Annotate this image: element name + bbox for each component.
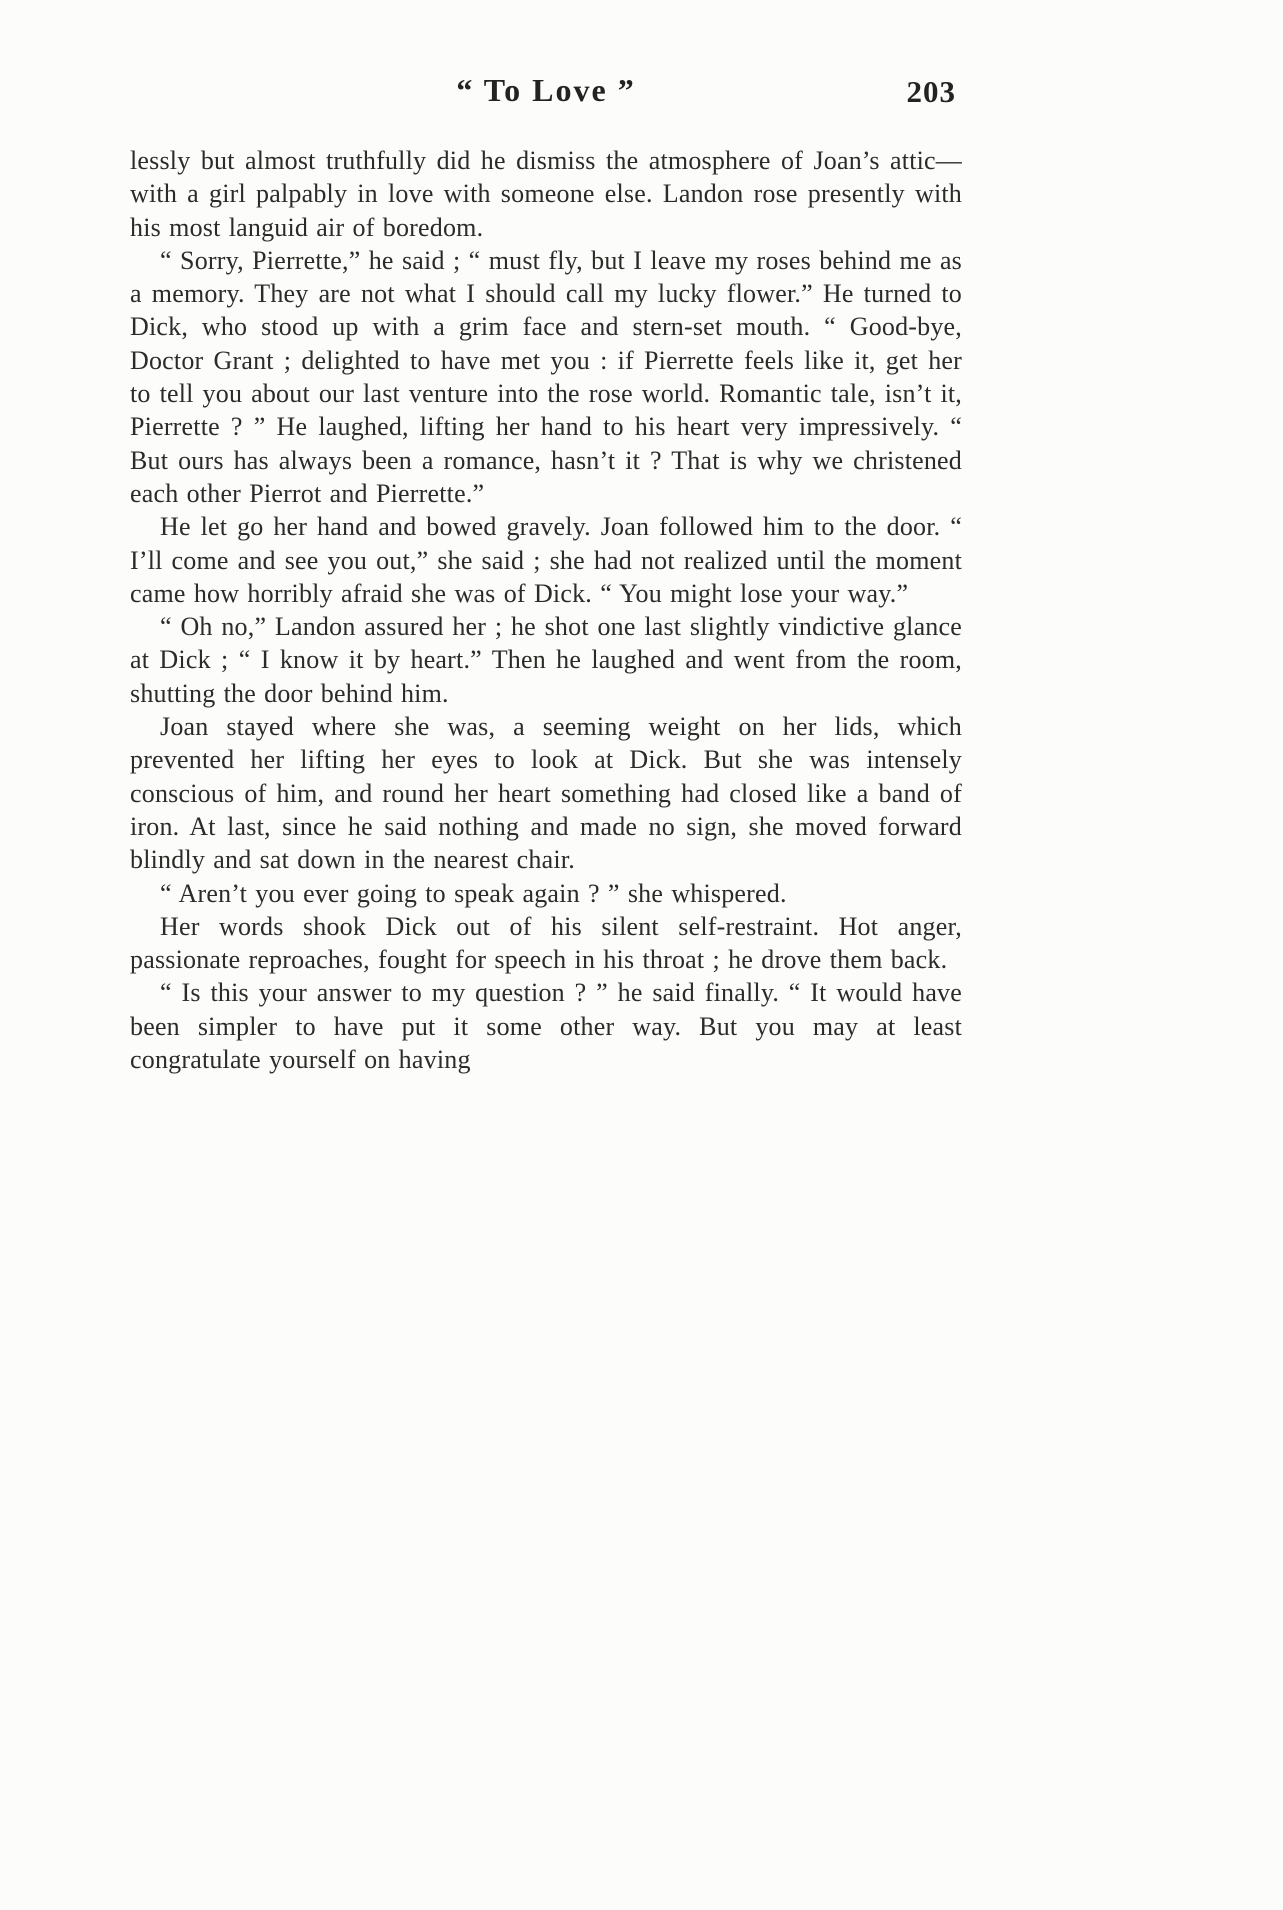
running-title: “ To Love ” [456, 72, 636, 108]
paragraph: lessly but almost truthfully did he dismiss the atmosphere of Joan’s attic—with a girl palpably in love with someone else. Landon rose presently with his most languid air of boredom. [130, 146, 962, 242]
paragraph: Joan stayed where she was, a seeming weight on her lids, which prevented her lifting her eyes to look at Dick. But she was intensely conscious of him, and round her heart something had closed like a band of iron. At last, since he said nothing and made no sign, she moved forward blindly and sat down in the nearest chair. [130, 712, 962, 875]
paragraph: “ Oh no,” Landon assured her ; he shot one last slightly vindictive glance at Dick ; “ I know it by heart.” Then he laughed and went from the room, shutting the door behind him. [130, 612, 962, 708]
page-header [130, 72, 962, 116]
page-body [130, 144, 962, 1076]
text-block [130, 72, 962, 1076]
paragraph: “ Sorry, Pierrette,” he said ; “ must fly, but I leave my roses behind me as a memory. They are not what I should call my lucky flower.” He turned to Dick, who stood up with a grim face and stern-set mouth. “ Good-bye, Doctor Grant ; delighted to have met you : if Pierrette feels like it, get her to tell you about our last venture into the rose world. Romantic tale, isn’t it, Pierrette ? ” He laughed, lifting her hand to his heart very impressively. “ But ours has always been a romance, hasn’t it ? That is why we christened each other Pierrot and Pierrette.” [130, 245, 962, 508]
paragraph: Her words shook Dick out of his silent self-restraint. Hot anger, passionate reproaches, fought for speech in his throat ; he drove them back. [130, 911, 962, 975]
paragraph: “ Is this your answer to my question ? ” he said finally. “ It would have been simpler to have put it some other way. But you may at least congratulate yourself on having [130, 978, 962, 1075]
page-number: 203 [906, 74, 956, 109]
paragraph: He let go her hand and bowed gravely. Joan followed him to the door. “ I’ll come and see you out,” she said ; she had not realized until the moment came how horribly afraid she was of Dick. “ You might lose your way.” [130, 512, 962, 608]
paragraph: “ Aren’t you ever going to speak again ? ” she whispered. [160, 878, 787, 908]
